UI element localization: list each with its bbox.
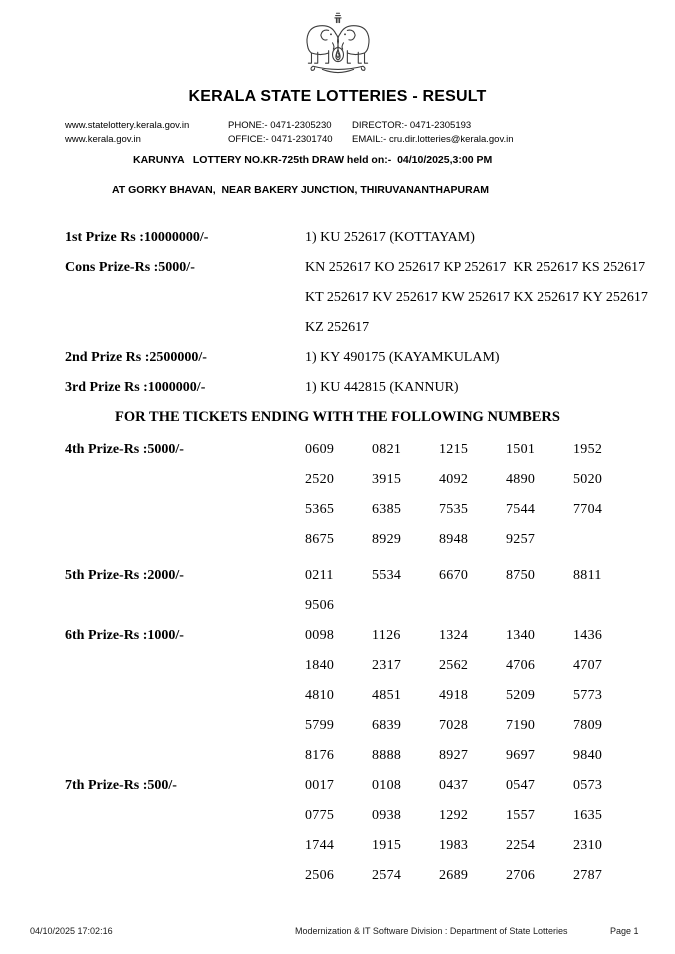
ticket-number: 5534	[372, 568, 402, 583]
ticket-number: 2317	[372, 658, 402, 673]
prize-row-4th	[0, 435, 675, 555]
ticket-number: 0547	[506, 778, 536, 793]
ticket-number: 7190	[506, 718, 536, 733]
ticket-number: 0017	[305, 778, 335, 793]
ticket-number: 5020	[573, 472, 603, 487]
prize-row-5th	[0, 561, 675, 621]
ticket-number: 1952	[573, 442, 603, 457]
ticket-number: 8948	[439, 532, 469, 547]
ticket-number: 1635	[573, 808, 603, 823]
ticket-number: 0211	[305, 568, 334, 583]
ticket-number: 1215	[439, 442, 469, 457]
winning-number-line: KZ 252617	[305, 320, 370, 335]
print-timestamp: 04/10/2025 17:02:16	[30, 926, 113, 936]
ticket-number: 0437	[439, 778, 469, 793]
ticket-number: 0821	[372, 442, 402, 457]
website-kerala: www.kerala.gov.in	[65, 134, 141, 145]
page-title: KERALA STATE LOTTERIES - RESULT	[188, 88, 487, 105]
ticket-number: 1557	[506, 808, 536, 823]
ticket-number: 2562	[439, 658, 469, 673]
ticket-number: 8888	[372, 748, 402, 763]
prize-row-3rd	[0, 373, 675, 403]
ending-numbers-heading: FOR THE TICKETS ENDING WITH THE FOLLOWING NUMBERS	[115, 409, 560, 425]
ticket-number: 0098	[305, 628, 335, 643]
contact-row-2	[65, 133, 675, 147]
winning-numbers-grid-7th	[305, 771, 645, 891]
winning-numbers-grid-4th	[305, 435, 645, 555]
ticket-number: 4810	[305, 688, 335, 703]
contact-block	[0, 119, 675, 147]
ticket-number: 4707	[573, 658, 603, 673]
winning-number-line: KN 252617 KO 252617 KP 252617 KR 252617 KS 252617	[305, 260, 646, 275]
prize-winners-1st	[305, 223, 675, 253]
ticket-number: 6385	[372, 502, 402, 517]
ticket-number: 3915	[372, 472, 402, 487]
ticket-number: 0609	[305, 442, 335, 457]
ticket-number: 4706	[506, 658, 536, 673]
ticket-number: 9840	[573, 748, 603, 763]
ticket-number: 0108	[372, 778, 402, 793]
prize-label-7th: 7th Prize-Rs :500/-	[65, 778, 177, 793]
ticket-number: 5365	[305, 502, 335, 517]
top-prizes-section	[0, 223, 675, 403]
phone-label: PHONE:- 0471-2305230	[228, 120, 332, 131]
ticket-number: 1915	[372, 838, 402, 853]
ticket-number: 2787	[573, 868, 603, 883]
ticket-number: 9697	[506, 748, 536, 763]
ticket-number: 1126	[372, 628, 401, 643]
ticket-number: 8929	[372, 532, 402, 547]
ticket-number: 4851	[372, 688, 402, 703]
ticket-number: 4092	[439, 472, 469, 487]
page-footer	[0, 926, 675, 942]
ticket-number: 1292	[439, 808, 469, 823]
ticket-number: 8675	[305, 532, 335, 547]
ticket-number: 9506	[305, 598, 335, 613]
prize-label-1st: 1st Prize Rs :10000000/-	[65, 230, 209, 245]
winning-number-line: 1) KU 252617 (KOTTAYAM)	[305, 230, 475, 245]
ticket-number: 1983	[439, 838, 469, 853]
ticket-number: 0938	[372, 808, 402, 823]
prize-label-5th: 5th Prize-Rs :2000/-	[65, 568, 184, 583]
winning-numbers-grid-5th	[305, 561, 645, 621]
ticket-number: 2706	[506, 868, 536, 883]
prize-label-3rd: 3rd Prize Rs :1000000/-	[65, 380, 206, 395]
page-number: Page 1	[610, 926, 639, 936]
website-statelottery: www.statelottery.kerala.gov.in	[65, 120, 190, 131]
prize-label-cons: Cons Prize-Rs :5000/-	[65, 260, 195, 275]
ticket-number: 5209	[506, 688, 536, 703]
prize-row-cons	[0, 253, 675, 343]
prize-label-6th: 6th Prize-Rs :1000/-	[65, 628, 184, 643]
ticket-number: 7028	[439, 718, 469, 733]
ticket-number: 8927	[439, 748, 469, 763]
prize-row-1st	[0, 223, 675, 253]
director-phone-label: DIRECTOR:- 0471-2305193	[352, 120, 472, 131]
ticket-number: 1501	[506, 442, 536, 457]
prize-row-6th	[0, 621, 675, 771]
ticket-number: 7535	[439, 502, 469, 517]
ticket-number: 1340	[506, 628, 536, 643]
ticket-number: 9257	[506, 532, 536, 547]
ticket-number: 2574	[372, 868, 402, 883]
ticket-number: 1436	[573, 628, 603, 643]
ticket-number: 6670	[439, 568, 469, 583]
ticket-number: 2310	[573, 838, 603, 853]
ticket-number: 1324	[439, 628, 469, 643]
winning-number-line: KT 252617 KV 252617 KW 252617 KX 252617 KY 252617	[305, 290, 648, 305]
ticket-number: 8811	[573, 568, 602, 583]
prize-label-4th: 4th Prize-Rs :5000/-	[65, 442, 184, 457]
ending-prizes-section	[0, 435, 675, 891]
ticket-number: 7544	[506, 502, 536, 517]
winning-number-line: 1) KY 490175 (KAYAMKULAM)	[305, 350, 500, 365]
ticket-number: 8750	[506, 568, 536, 583]
kerala-state-emblem-icon	[299, 10, 377, 82]
ticket-number: 1744	[305, 838, 335, 853]
ticket-number: 2254	[506, 838, 536, 853]
prize-winners-2nd	[305, 343, 675, 373]
ticket-number: 7809	[573, 718, 603, 733]
office-phone-label: OFFICE:- 0471-2301740	[228, 134, 333, 145]
ticket-number: 0573	[573, 778, 603, 793]
ticket-number: 5799	[305, 718, 335, 733]
prize-row-7th	[0, 771, 675, 891]
ticket-number: 2506	[305, 868, 335, 883]
draw-title: KARUNYA LOTTERY NO.KR-725th DRAW held on:- 04/10/2025,3:00 PM	[133, 154, 493, 166]
prize-winners-3rd	[305, 373, 675, 403]
winning-number-line: 1) KU 442815 (KANNUR)	[305, 380, 459, 395]
prize-row-2nd	[0, 343, 675, 373]
prize-label-2nd: 2nd Prize Rs :2500000/-	[65, 350, 207, 365]
prize-winners-cons	[305, 253, 675, 343]
contact-row-1	[65, 119, 675, 133]
ticket-number: 0775	[305, 808, 335, 823]
email-label: EMAIL:- cru.dir.lotteries@kerala.gov.in	[352, 134, 514, 145]
ticket-number: 4890	[506, 472, 536, 487]
venue-line: AT GORKY BHAVAN, NEAR BAKERY JUNCTION, THIRUVANANTHAPURAM	[112, 184, 490, 196]
ticket-number: 6839	[372, 718, 402, 733]
ticket-number: 2689	[439, 868, 469, 883]
ticket-number: 1840	[305, 658, 335, 673]
ticket-number: 5773	[573, 688, 603, 703]
ticket-number: 8176	[305, 748, 335, 763]
ticket-number: 4918	[439, 688, 469, 703]
ticket-number: 2520	[305, 472, 335, 487]
winning-numbers-grid-6th	[305, 621, 645, 771]
division-label: Modernization & IT Software Division : Department of State Lotteries	[295, 926, 568, 936]
ticket-number: 7704	[573, 502, 603, 517]
